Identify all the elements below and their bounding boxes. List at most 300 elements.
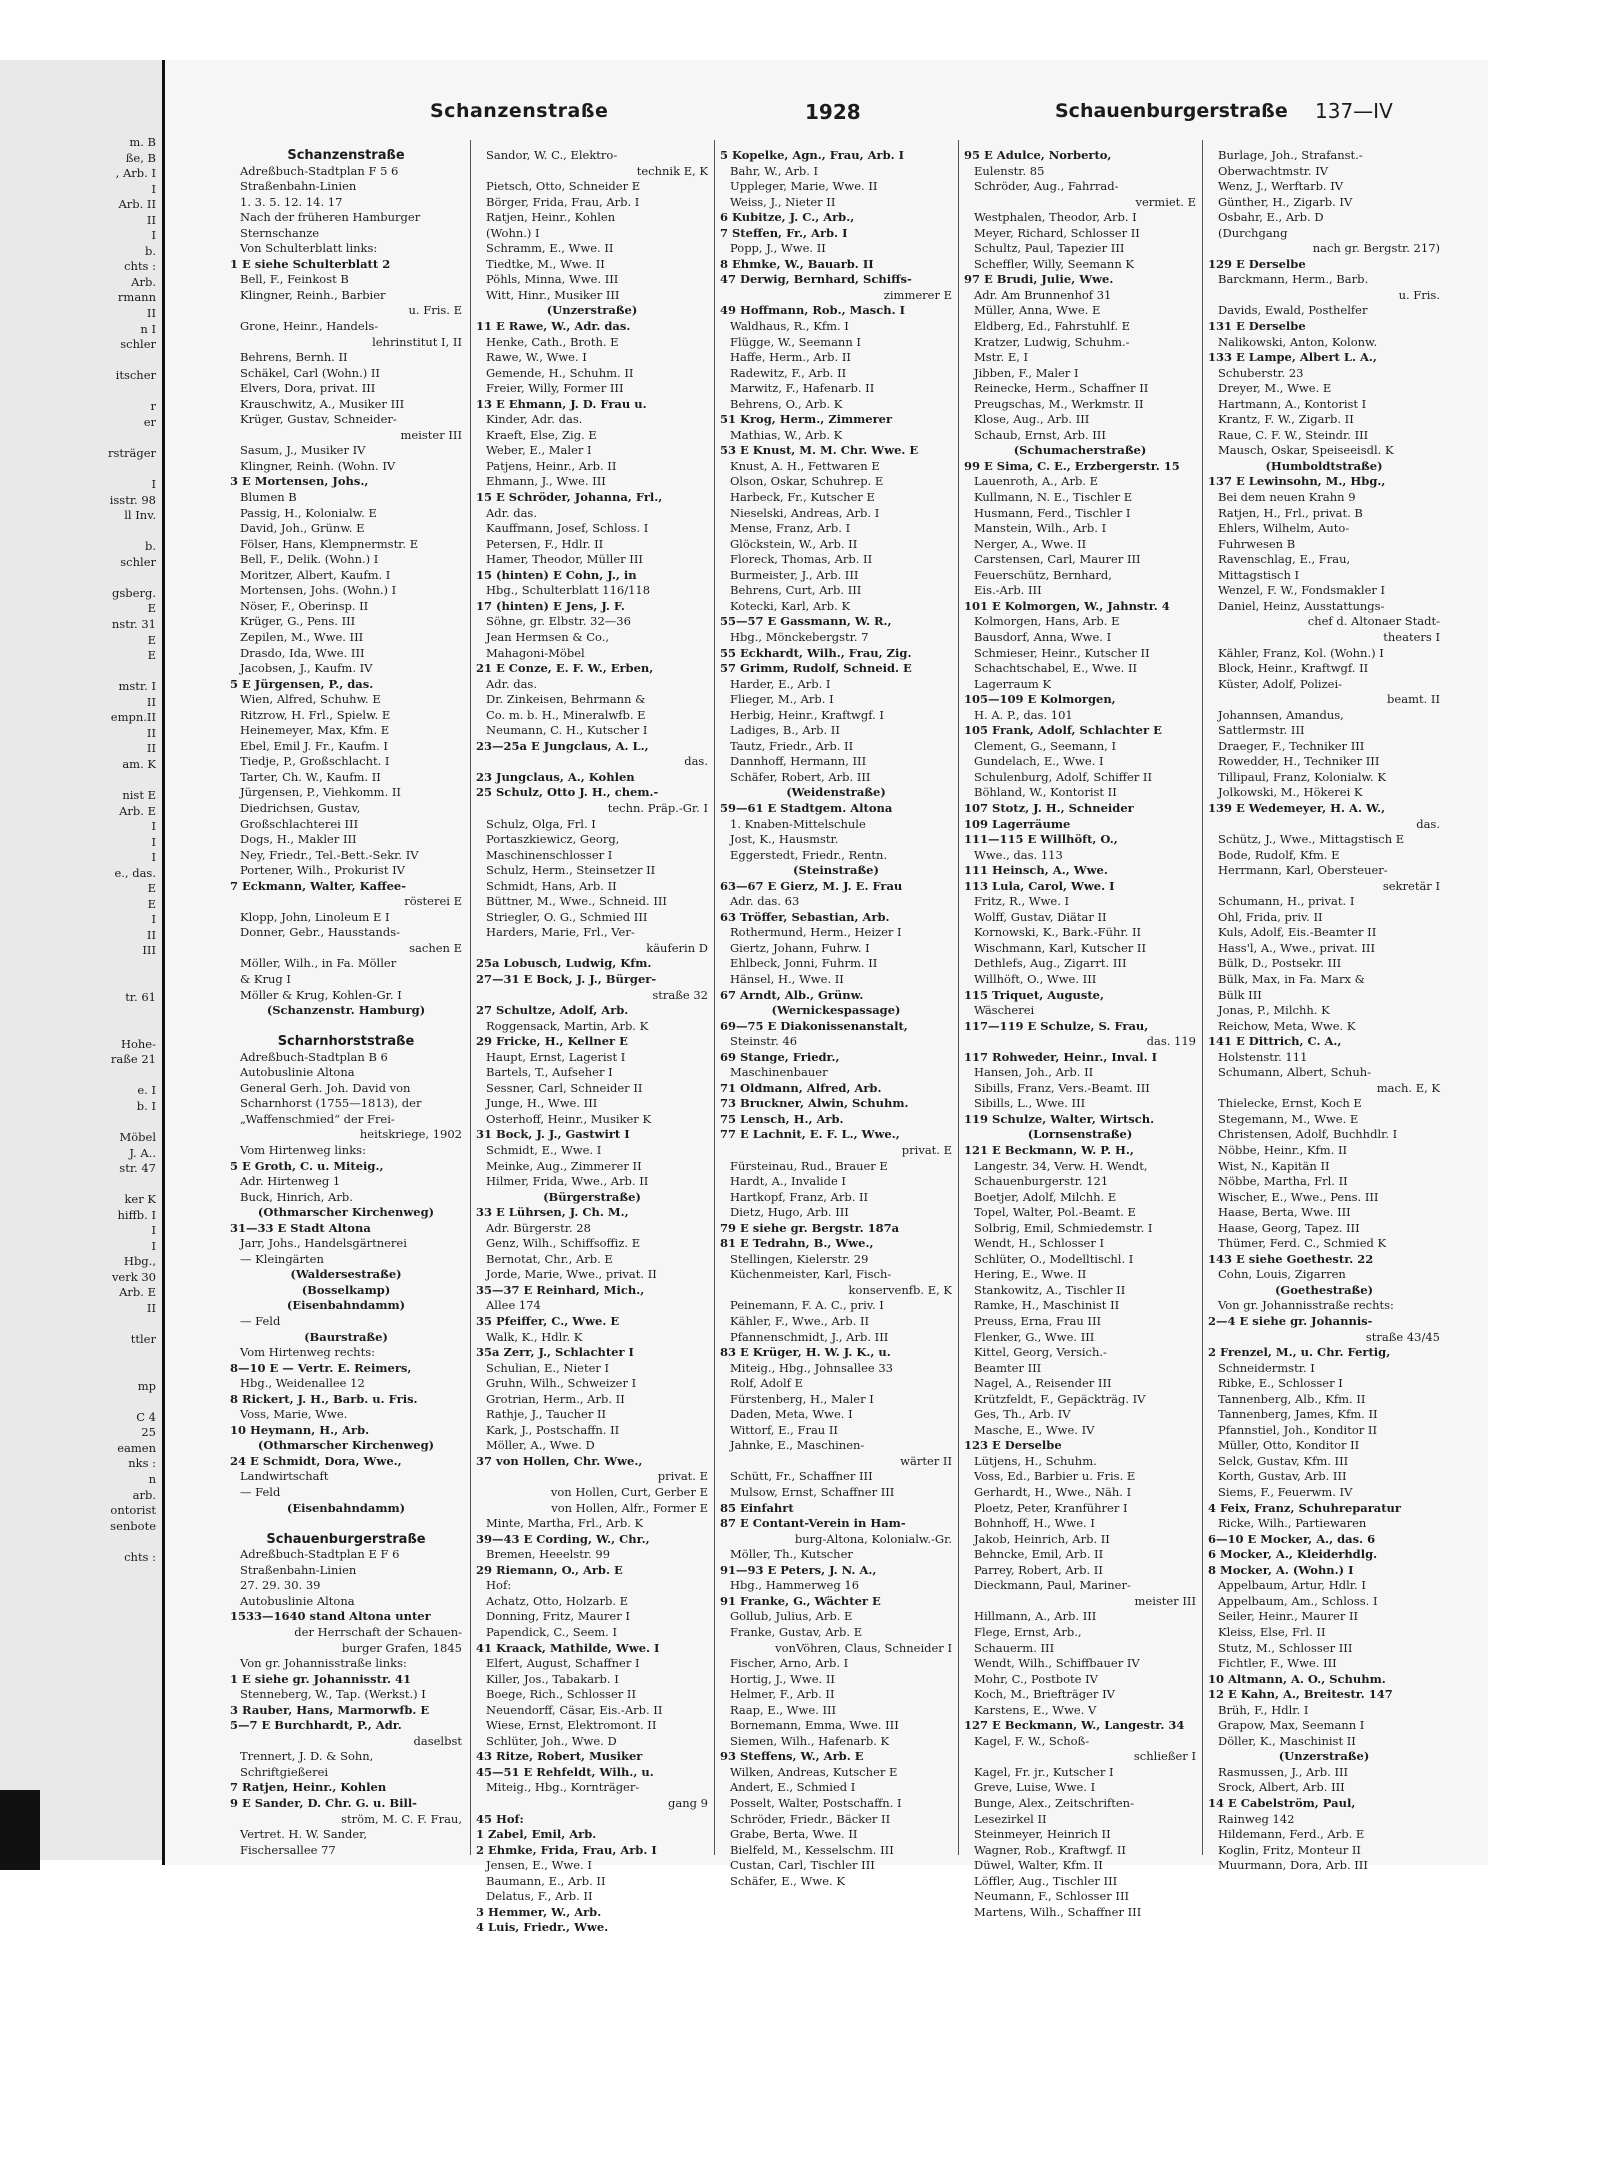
entry-line: Miteig., Hbg., Kornträger- bbox=[486, 1780, 640, 1795]
entry-line: Adr. das. bbox=[486, 676, 537, 691]
entry-line: Ricke, Wilh., Partiewaren bbox=[1218, 1516, 1367, 1531]
cross-street: (Waldersestraße) bbox=[290, 1267, 402, 1282]
previous-page-line: e. I bbox=[137, 1083, 156, 1098]
house-number-entry: 33 E Lührsen, J. Ch. M., bbox=[476, 1205, 629, 1220]
entry-line: Haase, Berta, Wwe. III bbox=[1218, 1205, 1351, 1220]
previous-page-line: str. 47 bbox=[119, 1161, 156, 1176]
entry-line: Witt, Hinr., Musiker III bbox=[486, 287, 620, 302]
entry-continuation: privat. E bbox=[657, 1469, 708, 1484]
entry-line: Mohr, C., Postbote IV bbox=[974, 1671, 1098, 1686]
previous-page-line bbox=[108, 1363, 156, 1379]
entry-line: Jensen, E., Wwe. I bbox=[486, 1858, 592, 1873]
entry-line: Uppleger, Marie, Wwe. II bbox=[730, 179, 878, 194]
entry-line: Sandor, W. C., Elektro- bbox=[486, 148, 618, 162]
entry-line: Andert, E., Schmied I bbox=[730, 1780, 856, 1795]
entry-line: Schütt, Fr., Schaffner III bbox=[730, 1469, 873, 1484]
entry-line: Diedrichsen, Gustav, bbox=[240, 800, 361, 815]
entry-line: Wwe., das. 113 bbox=[974, 847, 1063, 862]
house-number-entry: 7 Steffen, Fr., Arb. I bbox=[720, 225, 848, 240]
entry-continuation: von Hollen, Curt, Gerber E bbox=[550, 1485, 708, 1500]
entry-line: Kähler, F., Wwe., Arb. II bbox=[730, 1314, 870, 1329]
entry-continuation: u. Fris. bbox=[1398, 287, 1440, 302]
entry-line: Ploetz, Peter, Kranführer I bbox=[974, 1500, 1128, 1515]
entry-line: Olson, Oskar, Schuhrep. E bbox=[730, 474, 884, 489]
previous-page-line bbox=[108, 1006, 156, 1022]
previous-page-line: m. B bbox=[129, 135, 156, 149]
entry-line: Hbg., Schulterblatt 116/118 bbox=[486, 583, 651, 598]
entry-line: Mahagoni-Möbel bbox=[486, 645, 585, 660]
entry-continuation: sekretär I bbox=[1382, 878, 1440, 893]
previous-page-line: arb. bbox=[132, 1487, 156, 1502]
entry-continuation: schließer I bbox=[1133, 1749, 1196, 1764]
entry-line: Kratzer, Ludwig, Schuhm.- bbox=[974, 334, 1130, 349]
previous-page-line: Arb. II bbox=[118, 197, 156, 212]
entry-line: Boetjer, Adolf, Milchh. E bbox=[974, 1189, 1117, 1204]
house-number-entry: 13 E Ehmann, J. D. Frau u. bbox=[476, 396, 647, 411]
entry-line: Herrmann, Karl, Obersteuer- bbox=[1218, 863, 1388, 878]
previous-page-line: , Arb. I bbox=[115, 166, 156, 181]
entry-line: Koglin, Fritz, Monteur II bbox=[1218, 1842, 1361, 1857]
entry-line: Raue, C. F. W., Steindr. III bbox=[1218, 427, 1369, 442]
entry-line: Osbahr, E., Arb. D bbox=[1218, 210, 1324, 225]
previous-page-line: Hbg., bbox=[123, 1254, 156, 1269]
previous-page-line: Hohe- bbox=[120, 1036, 156, 1051]
entry-line: Grabe, Berta, Wwe. II bbox=[730, 1827, 858, 1842]
entry-line: Eldberg, Ed., Fahrstuhlf. E bbox=[974, 319, 1131, 334]
entry-line: H. A. P., das. 101 bbox=[974, 707, 1073, 722]
entry-line: Johannsen, Amandus, bbox=[1218, 707, 1344, 722]
house-number-entry: 57 Grimm, Rudolf, Schneid. E bbox=[720, 661, 912, 676]
previous-page-line: empn.II bbox=[110, 710, 156, 725]
entry-line: Hartkopf, Franz, Arb. II bbox=[730, 1189, 869, 1204]
house-number-entry: 67 Arndt, Alb., Grünw. bbox=[720, 987, 864, 1002]
previous-page-line: n bbox=[148, 1472, 156, 1487]
house-number-entry: 6 Mocker, A., Kleiderhdlg. bbox=[1208, 1547, 1378, 1562]
house-number-entry: 39—43 E Cording, W., Chr., bbox=[476, 1531, 650, 1546]
entry-line: — Kleingärten bbox=[240, 1251, 324, 1266]
house-number-entry: 5—7 E Burchhardt, P., Adr. bbox=[230, 1718, 402, 1733]
entry-line: Mortensen, Johs. (Wohn.) I bbox=[240, 583, 397, 598]
house-number-entry: 85 Einfahrt bbox=[720, 1500, 794, 1515]
previous-page-line: J. A.. bbox=[129, 1145, 156, 1160]
entry-line: Elfert, August, Schaffner I bbox=[486, 1656, 640, 1671]
entry-line: Stankowitz, A., Tischler II bbox=[974, 1282, 1126, 1297]
entry-line: Autobuslinie Altona bbox=[240, 1593, 355, 1608]
house-number-entry: 1533—1640 stand Altona unter bbox=[230, 1609, 431, 1624]
entry-line: Bohnhoff, H., Wwe. I bbox=[974, 1516, 1095, 1531]
cross-street: (Unzerstraße) bbox=[1278, 1749, 1370, 1764]
previous-page-line: E bbox=[147, 632, 156, 647]
entry-line: Von gr. Johannisstraße links: bbox=[240, 1656, 407, 1671]
house-number-entry: 35—37 E Reinhard, Mich., bbox=[476, 1282, 645, 1297]
previous-page-line bbox=[108, 975, 156, 991]
entry-line: Dethlefs, Aug., Zigarrt. III bbox=[974, 956, 1127, 971]
entry-line: Custan, Carl, Tischler III bbox=[730, 1858, 875, 1873]
house-number-entry: 79 E siehe gr. Bergstr. 187a bbox=[720, 1220, 900, 1235]
previous-page-line: ße, B bbox=[125, 150, 156, 165]
entry-line: Daden, Meta, Wwe. I bbox=[730, 1407, 853, 1422]
entry-line: Ratjen, H., Frl., privat. B bbox=[1218, 505, 1363, 520]
entry-line: Scheffler, Willy, Seemann K bbox=[974, 256, 1134, 271]
house-number-entry: 2—4 E siehe gr. Johannis- bbox=[1208, 1314, 1373, 1329]
previous-page-line: Möbel bbox=[119, 1130, 156, 1144]
house-number-entry: 11 E Rawe, W., Adr. das. bbox=[476, 319, 631, 334]
entry-line: Schneidermstr. I bbox=[1218, 1360, 1315, 1375]
previous-page-line: II bbox=[146, 741, 156, 756]
entry-line: Kullmann, N. E., Tischler E bbox=[974, 490, 1133, 505]
entry-line: Jibben, F., Maler I bbox=[974, 365, 1079, 380]
entry-continuation: mach. E, K bbox=[1376, 1080, 1440, 1095]
entry-line: Ladiges, B., Arb. II bbox=[730, 723, 840, 738]
entry-continuation: das. 119 bbox=[1146, 1034, 1196, 1049]
entry-continuation: wärter II bbox=[900, 1453, 952, 1468]
entry-line: Jean Hermsen & Co., bbox=[486, 629, 610, 644]
entry-line: Adr. Bürgerstr. 28 bbox=[486, 1220, 591, 1235]
entry-line: Hof: bbox=[486, 1578, 512, 1593]
entry-line: Hansen, Joh., Arb. II bbox=[974, 1065, 1094, 1080]
entry-line: Behrens, Bernh. II bbox=[240, 350, 348, 365]
previous-page-line: I bbox=[151, 819, 156, 834]
house-number-entry: 41 Kraack, Mathilde, Wwe. I bbox=[476, 1640, 660, 1655]
entry-line: Greve, Luise, Wwe. I bbox=[974, 1780, 1096, 1795]
house-number-entry: 77 E Lachnit, E. F. L., Wwe., bbox=[720, 1127, 900, 1142]
previous-page-line: ker K bbox=[124, 1192, 156, 1207]
house-number-entry: 133 E Lampe, Albert L. A., bbox=[1208, 350, 1377, 365]
entry-line: Roggensack, Martin, Arb. K bbox=[486, 1018, 649, 1033]
house-number-entry: 137 E Lewinsohn, M., Hbg., bbox=[1208, 474, 1386, 489]
entry-line: Bausdorf, Anna, Wwe. I bbox=[974, 629, 1112, 644]
entry-line: Kotecki, Karl, Arb. K bbox=[730, 598, 851, 613]
entry-line: Großschlachterei III bbox=[240, 816, 359, 831]
previous-page-line: I bbox=[151, 850, 156, 865]
house-number-entry: 15 (hinten) E Cohn, J., in bbox=[476, 567, 637, 582]
entry-line: Heinemeyer, Max, Kfm. E bbox=[240, 723, 390, 738]
house-number-entry: 119 Schulze, Walter, Wirtsch. bbox=[964, 1111, 1155, 1126]
cross-street: (Weidenstraße) bbox=[786, 785, 886, 800]
entry-line: Fürsteinau, Rud., Brauer E bbox=[730, 1158, 888, 1173]
column-rule bbox=[1202, 140, 1203, 1855]
entry-line: Patjens, Heinr., Arb. II bbox=[486, 458, 617, 473]
house-number-entry: 75 Lensch, H., Arb. bbox=[720, 1111, 844, 1126]
entry-line: Brüh, F., Hdlr. I bbox=[1218, 1702, 1309, 1717]
entry-line: Dogs, H., Makler III bbox=[240, 832, 357, 847]
entry-line: Draeger, F., Techniker III bbox=[1218, 738, 1365, 753]
entry-line: Seiler, Heinr., Maurer II bbox=[1218, 1609, 1359, 1624]
entry-line: Drasdo, Ida, Wwe. III bbox=[240, 645, 365, 660]
entry-line: Selck, Gustav, Kfm. III bbox=[1218, 1453, 1349, 1468]
entry-line: Dannhoff, Hermann, III bbox=[730, 754, 867, 769]
house-number-entry: 69—75 E Diakonissenanstalt, bbox=[720, 1018, 908, 1033]
entry-line: Vertret. H. W. Sander, bbox=[240, 1827, 368, 1842]
entry-line: Papendick, C., Seem. I bbox=[486, 1624, 618, 1639]
entry-line: Davids, Ewald, Posthelfer bbox=[1218, 303, 1368, 318]
house-number-entry: 105—109 E Kolmorgen, bbox=[964, 692, 1116, 707]
entry-line: Krüger, Gustav, Schneider- bbox=[240, 412, 397, 427]
entry-line: Meinke, Aug., Zimmerer II bbox=[486, 1158, 642, 1173]
entry-line: Husmann, Ferd., Tischler I bbox=[974, 505, 1131, 520]
binding-shadow bbox=[0, 1790, 40, 1870]
previous-page-line: II bbox=[146, 927, 156, 942]
entry-line: Lütjens, H., Schuhm. bbox=[974, 1453, 1097, 1468]
entry-line: Vom Hirtenweg links: bbox=[240, 1143, 366, 1157]
previous-page-line: I bbox=[151, 1223, 156, 1238]
entry-continuation: das. bbox=[684, 754, 708, 769]
entry-line: Parrey, Robert, Arb. II bbox=[974, 1562, 1103, 1577]
entry-line: Kolmorgen, Hans, Arb. E bbox=[974, 614, 1120, 629]
entry-line: Boege, Rich., Schlosser II bbox=[486, 1687, 636, 1702]
entry-line: Waldhaus, R., Kfm. I bbox=[730, 319, 849, 334]
entry-line: Oberwachtmstr. IV bbox=[1218, 163, 1329, 178]
previous-page-line bbox=[108, 430, 156, 446]
house-number-entry: 43 Ritze, Robert, Musiker bbox=[476, 1749, 643, 1764]
entry-line: Börger, Frida, Frau, Arb. I bbox=[486, 194, 640, 209]
entry-line: Appelbaum, Artur, Hdlr. I bbox=[1218, 1578, 1366, 1593]
entry-line: Jorde, Marie, Wwe., privat. II bbox=[486, 1267, 657, 1282]
entry-line: Weiss, J., Nieter II bbox=[730, 194, 836, 209]
entry-line: Manstein, Wilh., Arb. I bbox=[974, 521, 1107, 536]
entry-line: Mulsow, Ernst, Schaffner III bbox=[730, 1485, 895, 1500]
previous-page-line: n I bbox=[140, 321, 156, 336]
previous-page-line bbox=[108, 772, 156, 788]
entry-line: Portener, Wilh., Prokurist IV bbox=[240, 863, 405, 878]
entry-line: Bremen, Heeelstr. 99 bbox=[486, 1547, 611, 1562]
entry-line: Ehlbeck, Jonni, Fuhrm. II bbox=[730, 956, 878, 971]
entry-line: Harders, Marie, Frl., Ver- bbox=[486, 925, 635, 940]
entry-line: Bülk, Max, in Fa. Marx & bbox=[1218, 971, 1365, 986]
entry-line: Adreßbuch-Stadtplan B 6 bbox=[240, 1049, 388, 1064]
entry-line: 27. 29. 30. 39 bbox=[240, 1578, 321, 1593]
entry-line: Elvers, Dora, privat. III bbox=[240, 381, 376, 396]
house-number-entry: 35a Zerr, J., Schlachter I bbox=[476, 1345, 634, 1360]
entry-line: Fölser, Hans, Klempnermstr. E bbox=[240, 536, 419, 551]
house-number-entry: 5 Kopelke, Agn., Frau, Arb. I bbox=[720, 148, 905, 162]
entry-line: Möller, Th., Kutscher bbox=[730, 1547, 853, 1562]
entry-line: Klose, Aug., Arb. III bbox=[974, 412, 1090, 427]
previous-page-line bbox=[108, 1177, 156, 1193]
entry-line: Grapow, Max, Seemann I bbox=[1218, 1718, 1365, 1733]
entry-line: Kagel, Fr. jr., Kutscher I bbox=[974, 1764, 1114, 1779]
entry-line: Jacobsen, J., Kaufm. IV bbox=[240, 661, 373, 676]
entry-line: Donning, Fritz, Maurer I bbox=[486, 1609, 630, 1624]
entry-continuation: straße 43/45 bbox=[1365, 1329, 1440, 1344]
entry-continuation: lehrinstitut I, II bbox=[372, 334, 462, 349]
house-number-entry: 31 Bock, J. J., Gastwirt I bbox=[476, 1127, 630, 1142]
entry-line: Maschinenschlosser I bbox=[486, 847, 613, 862]
house-number-entry: 101 E Kolmorgen, W., Jahnstr. 4 bbox=[964, 598, 1170, 613]
house-number-entry: 1 Zabel, Emil, Arb. bbox=[476, 1827, 597, 1842]
entry-line: Klingner, Reinh., Barbier bbox=[240, 287, 386, 302]
cross-street: (Steinstraße) bbox=[793, 863, 879, 878]
entry-line: Trennert, J. D. & Sohn, bbox=[240, 1749, 374, 1764]
house-number-entry: 73 Bruckner, Alwin, Schuhm. bbox=[720, 1096, 909, 1111]
entry-line: Christensen, Adolf, Buchhdlr. I bbox=[1218, 1127, 1398, 1142]
entry-continuation: vermiet. E bbox=[1135, 194, 1196, 209]
entry-line: Langestr. 34, Verw. H. Wendt, bbox=[974, 1158, 1148, 1173]
entry-line: Floreck, Thomas, Arb. II bbox=[730, 552, 873, 567]
entry-line: Kittel, Georg, Versich.- bbox=[974, 1345, 1107, 1360]
entry-line: Schachtschabel, E., Wwe. II bbox=[974, 661, 1138, 676]
entry-line: Giertz, Johann, Fuhrw. I bbox=[730, 940, 870, 955]
entry-line: Düwel, Walter, Kfm. II bbox=[974, 1858, 1103, 1873]
entry-line: Feuerschütz, Bernhard, bbox=[974, 567, 1112, 582]
entry-line: Peinemann, F. A. C., priv. I bbox=[730, 1298, 884, 1313]
entry-line: Hartmann, A., Kontorist I bbox=[1218, 396, 1367, 411]
entry-line: Weber, E., Maler I bbox=[486, 443, 592, 458]
house-number-entry: 111—115 E Willhöft, O., bbox=[964, 832, 1118, 847]
previous-page-line: E bbox=[147, 601, 156, 616]
entry-line: Hbg., Mönckebergstr. 7 bbox=[730, 629, 869, 644]
entry-line: Helmer, F., Arb. II bbox=[730, 1687, 835, 1702]
house-number-entry: 29 Riemann, O., Arb. E bbox=[476, 1562, 623, 1577]
house-number-entry: 129 E Derselbe bbox=[1208, 256, 1306, 271]
previous-page-line: 25 bbox=[141, 1425, 156, 1440]
entry-continuation: ström, M. C. F. Frau, bbox=[341, 1811, 462, 1826]
entry-line: Haffe, Herm., Arb. II bbox=[730, 350, 851, 365]
house-number-entry: 63—67 E Gierz, M. J. E. Frau bbox=[720, 878, 903, 893]
previous-page-line: Arb. bbox=[131, 274, 156, 289]
entry-line: Ohl, Frida, priv. II bbox=[1218, 909, 1323, 924]
entry-line: Muurmann, Dora, Arb. III bbox=[1218, 1858, 1368, 1873]
house-number-entry: 12 E Kahn, A., Breitestr. 147 bbox=[1208, 1687, 1393, 1702]
entry-line: Adr. das. bbox=[486, 505, 537, 520]
entry-line: Adr. Am Brunnenhof 31 bbox=[974, 287, 1112, 302]
entry-line: Rowedder, H., Techniker III bbox=[1218, 754, 1380, 769]
entry-line: Reinecke, Herm., Schaffner II bbox=[974, 381, 1149, 396]
previous-page-line: hiffb. I bbox=[117, 1207, 156, 1222]
entry-line: Miteig., Hbg., Johnsallee 33 bbox=[730, 1360, 893, 1375]
entry-line: Fichtler, F., Wwe. III bbox=[1218, 1656, 1337, 1671]
house-number-entry: 93 Steffens, W., Arb. E bbox=[720, 1749, 864, 1764]
entry-line: Zepilen, M., Wwe. III bbox=[240, 629, 364, 644]
entry-line: Glöckstein, W., Arb. II bbox=[730, 536, 858, 551]
entry-line: Wischmann, Karl, Kutscher II bbox=[974, 940, 1147, 955]
previous-page-line: I bbox=[151, 228, 156, 243]
cross-street: (Bosselkamp) bbox=[301, 1282, 391, 1297]
house-number-entry: 1 E siehe Schulterblatt 2 bbox=[230, 256, 391, 271]
previous-page-line bbox=[108, 959, 156, 975]
entry-line: Schulz, Olga, Frl. I bbox=[486, 816, 596, 831]
entry-line: Wilken, Andreas, Kutscher E bbox=[730, 1764, 898, 1779]
entry-line: Bielfeld, M., Kesselschm. III bbox=[730, 1842, 894, 1857]
entry-line: Gemende, H., Schuhm. II bbox=[486, 365, 634, 380]
entry-line: Sibills, Franz, Vers.-Beamt. III bbox=[974, 1080, 1150, 1095]
entry-line: Nach der früheren Hamburger bbox=[240, 210, 421, 225]
running-header bbox=[430, 100, 1430, 126]
previous-page-line: itscher bbox=[115, 368, 156, 383]
previous-page-line: E bbox=[147, 881, 156, 896]
house-number-entry: 47 Derwig, Bernhard, Schiffs- bbox=[720, 272, 912, 287]
entry-line: Hilmer, Frida, Wwe., Arb. II bbox=[486, 1174, 649, 1189]
entry-line: Tarter, Ch. W., Kaufm. II bbox=[240, 769, 381, 784]
entry-line bbox=[230, 1516, 462, 1532]
previous-page-line: b. bbox=[144, 243, 156, 258]
entry-line: Franke, Gustav, Arb. E bbox=[730, 1624, 863, 1639]
entry-line: Portaszkiewicz, Georg, bbox=[486, 832, 620, 847]
entry-continuation: zimmerer E bbox=[883, 287, 952, 302]
entry-line: Carstensen, Carl, Maurer III bbox=[974, 552, 1141, 567]
previous-page-line: schler bbox=[120, 554, 156, 569]
house-number-entry: 35 Pfeiffer, C., Wwe. E bbox=[476, 1314, 620, 1329]
house-number-entry: 10 Heymann, H., Arb. bbox=[230, 1422, 370, 1437]
entry-line: Bell, F., Feinkost B bbox=[240, 272, 349, 287]
cross-street: (Bürgerstraße) bbox=[543, 1189, 641, 1204]
entry-continuation: das. bbox=[1416, 816, 1440, 831]
entry-line: Haupt, Ernst, Lagerist I bbox=[486, 1049, 626, 1064]
entry-line: Raap, E., Wwe. III bbox=[730, 1702, 837, 1717]
entry-line: Wendt, Wilh., Schiffbauer IV bbox=[974, 1656, 1140, 1671]
entry-line: Schröder, Aug., Fahrrad- bbox=[974, 179, 1119, 194]
entry-line: Küster, Adolf, Polizei- bbox=[1218, 676, 1343, 691]
entry-line: Schulenburg, Adolf, Schiffer II bbox=[974, 769, 1153, 784]
previous-page-line: er bbox=[143, 414, 156, 429]
house-number-entry: 51 Krog, Herm., Zimmerer bbox=[720, 412, 893, 427]
entry-line: Nagel, A., Reisender III bbox=[974, 1376, 1112, 1391]
entry-line: Fuhrwesen B bbox=[1218, 536, 1296, 551]
entry-continuation: vonVöhren, Claus, Schneider I bbox=[775, 1640, 952, 1655]
previous-page-line: Arb. E bbox=[119, 803, 156, 818]
previous-page-line bbox=[108, 353, 156, 369]
entry-line: Stutz, M., Schlosser III bbox=[1218, 1640, 1353, 1655]
entry-line: Sternschanze bbox=[240, 225, 320, 240]
entry-continuation: rösterei E bbox=[404, 894, 462, 909]
entry-line: Ney, Friedr., Tel.-Bett.-Sekr. IV bbox=[240, 847, 419, 862]
previous-page-line: e., das. bbox=[114, 865, 156, 880]
entry-line: Kleiss, Else, Frl. II bbox=[1218, 1624, 1326, 1639]
entry-line: Radewitz, F., Arb. II bbox=[730, 365, 847, 380]
entry-line: Bell, F., Delik. (Wohn.) I bbox=[240, 552, 379, 567]
entry-line: Voss, Marie, Wwe. bbox=[240, 1407, 348, 1422]
entry-line: Kähler, Franz, Kol. (Wohn.) I bbox=[1218, 645, 1384, 660]
entry-line: Killer, Jos., Tabakarb. I bbox=[486, 1671, 619, 1686]
house-number-entry: 10 Altmann, A. O., Schuhm. bbox=[1208, 1671, 1386, 1686]
directory-column-3 bbox=[720, 148, 952, 1888]
entry-line: Ritzrow, H. Frl., Spielw. E bbox=[240, 707, 391, 722]
house-number-entry: 4 Luis, Friedr., Wwe. bbox=[476, 1920, 609, 1935]
entry-line: Ehmann, J., Wwe. III bbox=[486, 474, 606, 489]
house-number-entry: 117 Rohweder, Heinr., Inval. I bbox=[964, 1049, 1157, 1064]
entry-line: Müller, Otto, Konditor II bbox=[1218, 1438, 1360, 1453]
previous-page-line: II bbox=[146, 212, 156, 227]
entry-line: Martens, Wilh., Schaffner III bbox=[974, 1904, 1142, 1919]
entry-line: Bülk, D., Postsekr. III bbox=[1218, 956, 1342, 971]
house-number-entry: 8 Mocker, A. (Wohn.) I bbox=[1208, 1562, 1354, 1577]
entry-line: Schröder, Friedr., Bäcker II bbox=[730, 1811, 891, 1826]
previous-page-text bbox=[108, 135, 156, 1565]
entry-line: Stenneberg, W., Tap. (Werkst.) I bbox=[240, 1687, 426, 1702]
previous-page-line: I bbox=[151, 912, 156, 927]
entry-line: Voss, Ed., Barbier u. Fris. E bbox=[974, 1469, 1136, 1484]
entry-line: Preugschas, M., Werkmstr. II bbox=[974, 396, 1144, 411]
entry-line: Neuendorff, Cäsar, Eis.-Arb. II bbox=[486, 1702, 663, 1717]
entry-line: Koch, M., Briefträger IV bbox=[974, 1687, 1115, 1702]
directory-column-2 bbox=[476, 148, 708, 1935]
entry-line: Preuss, Erna, Frau III bbox=[974, 1314, 1102, 1329]
street-heading: Schauenburgerstraße bbox=[266, 1531, 426, 1547]
entry-line: Appelbaum, Am., Schloss. I bbox=[1218, 1593, 1378, 1608]
entry-continuation: burger Grafen, 1845 bbox=[341, 1640, 462, 1655]
entry-line: Tannenberg, Alb., Kfm. II bbox=[1218, 1391, 1366, 1406]
entry-line: Ramke, H., Maschinist II bbox=[974, 1298, 1120, 1313]
house-number-entry: 81 E Tedrahn, B., Wwe., bbox=[720, 1236, 874, 1251]
house-number-entry: 2 Frenzel, M., u. Chr. Fertig, bbox=[1208, 1345, 1391, 1360]
entry-line: Ehlers, Wilhelm, Auto- bbox=[1218, 521, 1350, 536]
house-number-entry: 105 Frank, Adolf, Schlachter E bbox=[964, 723, 1162, 738]
entry-line: Schaub, Ernst, Arb. III bbox=[974, 427, 1106, 442]
entry-line: David, Joh., Grünw. E bbox=[240, 521, 365, 536]
house-number-entry: 7 Ratjen, Heinr., Kohlen bbox=[230, 1780, 387, 1795]
entry-line: Behrens, Curt, Arb. III bbox=[730, 583, 862, 598]
entry-line: Schauenburgerstr. 121 bbox=[974, 1174, 1109, 1189]
